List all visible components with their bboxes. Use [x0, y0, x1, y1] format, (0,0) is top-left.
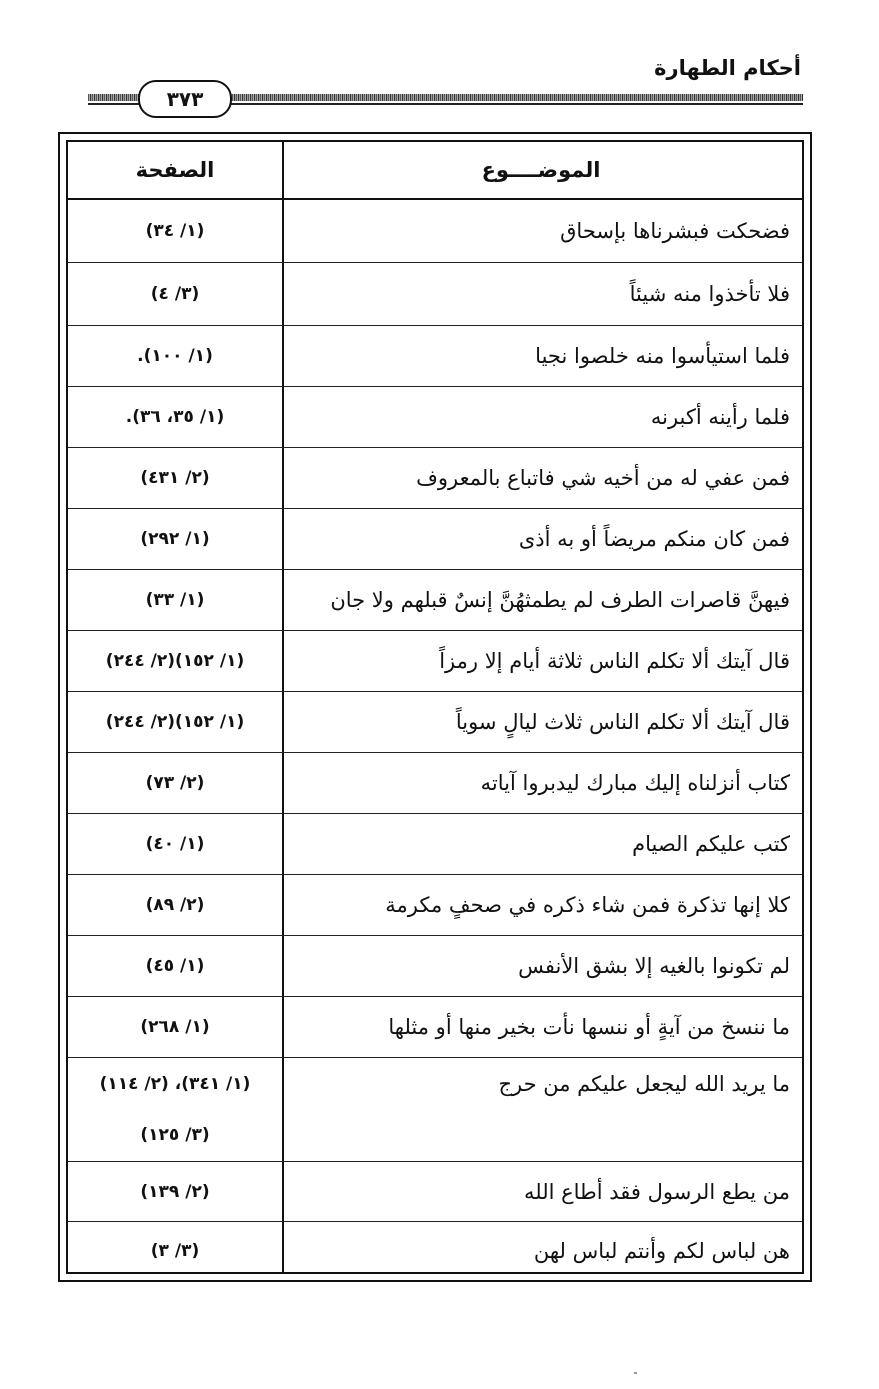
- row-topic: فلما رأينه أكبرنه: [650, 405, 790, 429]
- table-row: [68, 570, 802, 631]
- table-row: [68, 1222, 802, 1280]
- row-topic: لم تكونوا بالغيه إلا بشق الأنفس: [518, 954, 790, 978]
- row-topic: فضحكت فبشرناها بإسحاق: [560, 219, 790, 243]
- table-row: [68, 448, 802, 509]
- table-header-row: [68, 142, 802, 200]
- table-row: [68, 200, 802, 263]
- row-topic: فلما استيأسوا منه خلصوا نجيا: [535, 344, 790, 368]
- table-row: [68, 936, 802, 997]
- row-page: (١/ ١٥٢)(٢/ ٢٤٤): [105, 712, 245, 732]
- row-page: (٣/ ٣): [150, 1241, 200, 1261]
- row-page: (٢/ ٤٣١): [140, 468, 210, 488]
- row-page: (١/ ٣٤): [145, 221, 205, 241]
- row-topic: ما ننسخ من آيةٍ أو ننسها نأت بخير منها أو مثلها: [388, 1015, 790, 1039]
- row-topic: قال آيتك ألا تكلم الناس ثلاثة أيام إلا رمزاً: [439, 649, 790, 673]
- row-topic: من يطع الرسول فقد أطاع الله: [524, 1179, 790, 1204]
- table-row: [68, 1162, 802, 1222]
- row-page-line: (١/ ٣٤١)، (٢/ ١١٤): [99, 1073, 251, 1094]
- table-row: [68, 387, 802, 448]
- row-page: [68, 1058, 282, 1161]
- index-table: [66, 140, 804, 1274]
- page-number: ٣٧٣: [138, 80, 232, 118]
- row-page: (١/ ٣٥، ٣٦).: [125, 407, 225, 427]
- row-page: (١/ ٣٣): [145, 590, 205, 610]
- book-title: أحكام الطهارة: [654, 56, 801, 80]
- row-page: (٣/ ٤): [150, 284, 200, 304]
- column-header-topic: الموضــــوع: [481, 158, 601, 182]
- row-page: (١/ ٤٥): [145, 956, 205, 976]
- row-topic: فيهنَّ قاصرات الطرف لم يطمثهُنَّ إنسٌ قبلهم ولا جان: [330, 588, 790, 612]
- row-topic: كلا إنها تذكرة فمن شاء ذكره في صحفٍ مكرمة: [385, 893, 790, 917]
- row-page: (٢/ ٧٣): [145, 773, 205, 793]
- table-row: [68, 326, 802, 387]
- column-header-page: الصفحة: [135, 158, 215, 182]
- table-row: [68, 692, 802, 753]
- row-topic: ما يريد الله ليجعل عليكم من حرج: [498, 1072, 790, 1096]
- row-page: (١/ ٤٠): [145, 834, 205, 854]
- row-page: (١/ ١٠٠).: [137, 346, 213, 366]
- table-row: [68, 875, 802, 936]
- row-page-line: (٣/ ١٢٥): [140, 1125, 210, 1146]
- speck: [634, 1372, 637, 1374]
- page-header: [0, 0, 879, 120]
- table-row: [68, 1058, 802, 1162]
- table-row: [68, 814, 802, 875]
- row-topic: فمن عفي له من أخيه شي فاتباع بالمعروف: [416, 466, 790, 490]
- row-topic: قال آيتك ألا تكلم الناس ثلاث ليالٍ سوياً: [455, 710, 790, 734]
- row-page: (١/ ١٥٢)(٢/ ٢٤٤): [105, 651, 245, 671]
- row-topic: فمن كان منكم مريضاً أو به أذى: [518, 527, 790, 551]
- row-page: (١/ ٢٩٢): [140, 529, 210, 549]
- table-row: [68, 753, 802, 814]
- row-page: (٢/ ٨٩): [145, 895, 205, 915]
- table-row: [68, 509, 802, 570]
- index-table-frame: [58, 132, 812, 1282]
- row-page: (١/ ٢٦٨): [140, 1017, 210, 1037]
- table-row: [68, 631, 802, 692]
- row-topic: هن لباس لكم وأنتم لباس لهن: [533, 1239, 790, 1263]
- row-page: (٢/ ١٣٩): [140, 1181, 210, 1202]
- row-topic: فلا تأخذوا منه شيئاً: [629, 282, 790, 306]
- row-topic: كتاب أنزلناه إليك مبارك ليدبروا آياته: [480, 771, 790, 795]
- table-row: [68, 997, 802, 1058]
- table-row: [68, 263, 802, 326]
- row-topic: كتب عليكم الصيام: [632, 832, 790, 856]
